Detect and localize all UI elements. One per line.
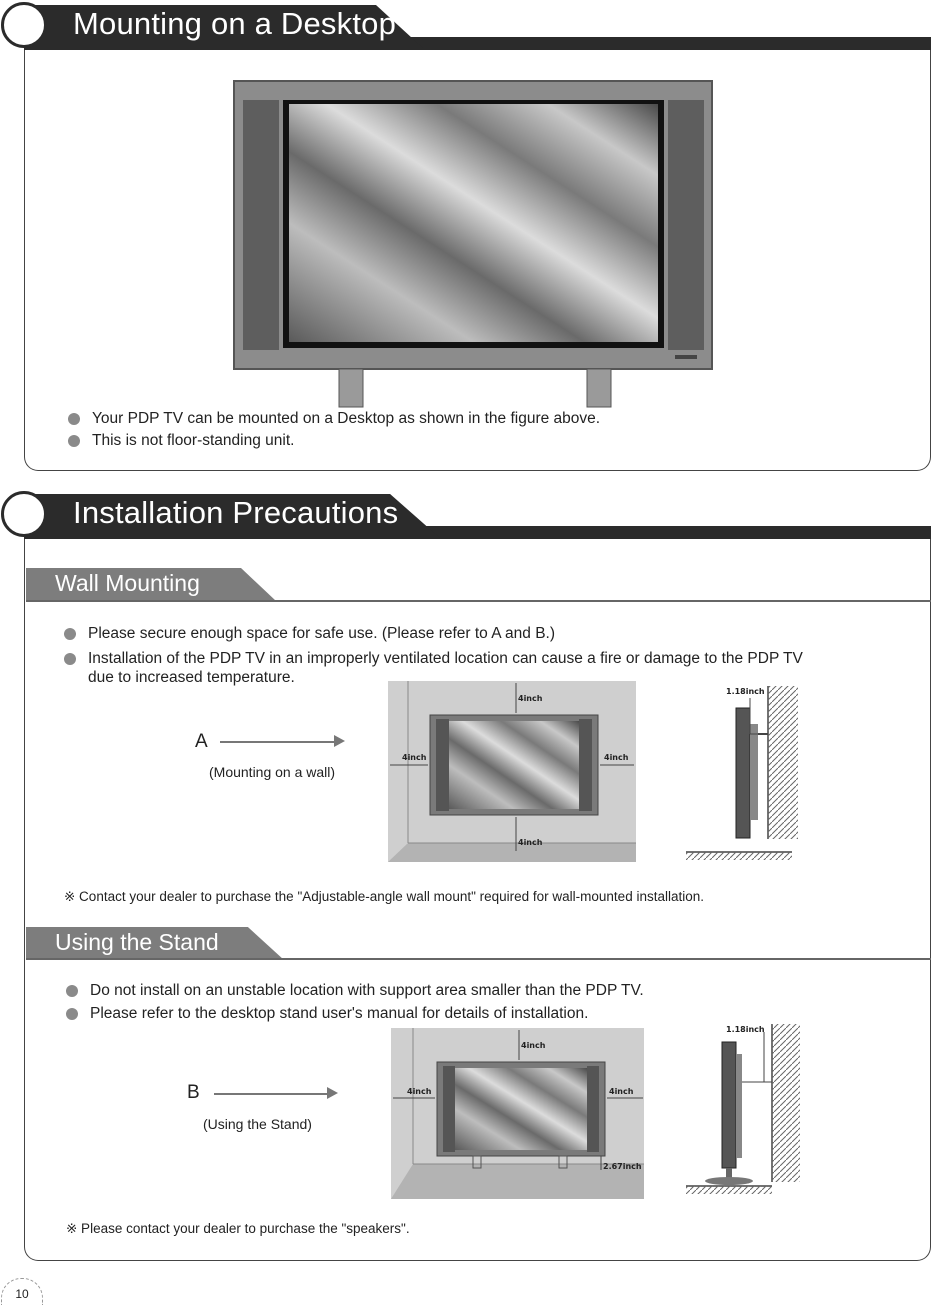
subsection-title: Wall Mounting — [55, 570, 200, 596]
dim-top: 4inch — [518, 694, 543, 703]
figure-caption-a: (Mounting on a wall) — [209, 764, 336, 780]
dim-side: 1.18inch — [726, 1025, 765, 1034]
wall-note: ※ Contact your dealer to purchase the "Adjustable-angle wall mount" required for wall-mounted installation. — [64, 889, 704, 904]
bullet-icon — [64, 653, 76, 665]
stand-side-figure — [684, 1022, 804, 1200]
stand-note: ※ Please contact your dealer to purchase the "speakers". — [66, 1221, 410, 1236]
desktop-bullet — [68, 410, 600, 428]
figure-label-b: B — [187, 1082, 200, 1103]
section-header-circle — [1, 2, 47, 48]
figure-label-a: A — [195, 731, 208, 752]
dim-top: 4inch — [521, 1041, 546, 1050]
dim-left: 4inch — [407, 1087, 432, 1096]
bullet-text: Do not install on an unstable location with support area smaller than the PDP TV. — [90, 982, 644, 999]
stand-clearance-figure — [391, 1028, 645, 1200]
bullet-text: This is not floor-standing unit. — [92, 432, 295, 449]
wall-bullet — [64, 625, 555, 643]
bullet-icon — [66, 985, 78, 997]
arrow-b — [214, 1093, 328, 1095]
wall-bullet — [64, 650, 803, 668]
stand-bullet — [66, 1005, 588, 1023]
wall-mount-clearance-figure — [388, 681, 637, 863]
dim-side: 1.18inch — [726, 687, 765, 696]
bullet-text: Please secure enough space for safe use. (Please refer to A and B.) — [88, 625, 556, 642]
desktop-bullet — [68, 432, 294, 450]
subsection-line — [26, 600, 931, 602]
section-header-circle — [1, 491, 47, 537]
bullet-continuation: due to increased temperature. — [88, 669, 295, 686]
dim-bottom: 4inch — [518, 838, 543, 847]
desktop-tv-figure — [233, 80, 714, 410]
subsection-title: Using the Stand — [55, 929, 219, 955]
dim-left: 4inch — [402, 753, 427, 762]
page-number: 10 — [1, 1278, 43, 1305]
arrow-head-icon — [327, 1087, 338, 1099]
bullet-text: Installation of the PDP TV in an improperly ventilated location can cause a fire or damage to the PDP TV — [88, 650, 803, 667]
bullet-icon — [64, 628, 76, 640]
bullet-text: Your PDP TV can be mounted on a Desktop as shown in the figure above. — [92, 410, 601, 427]
bullet-icon — [66, 1008, 78, 1020]
bullet-text: Please refer to the desktop stand user's manual for details of installation. — [90, 1005, 589, 1022]
dim-right: 4inch — [604, 753, 629, 762]
dim-bottom: 2.67inch — [603, 1162, 642, 1171]
dim-right: 4inch — [609, 1087, 634, 1096]
arrow-a — [220, 741, 335, 743]
arrow-head-icon — [334, 735, 345, 747]
section-title: Mounting on a Desktop — [73, 6, 397, 41]
figure-caption-b: (Using the Stand) — [203, 1116, 312, 1132]
section-title: Installation Precautions — [73, 495, 399, 530]
subsection-line — [26, 958, 931, 960]
bullet-icon — [68, 413, 80, 425]
bullet-icon — [68, 435, 80, 447]
stand-bullet — [66, 982, 644, 1000]
wall-mount-side-figure — [682, 684, 802, 862]
